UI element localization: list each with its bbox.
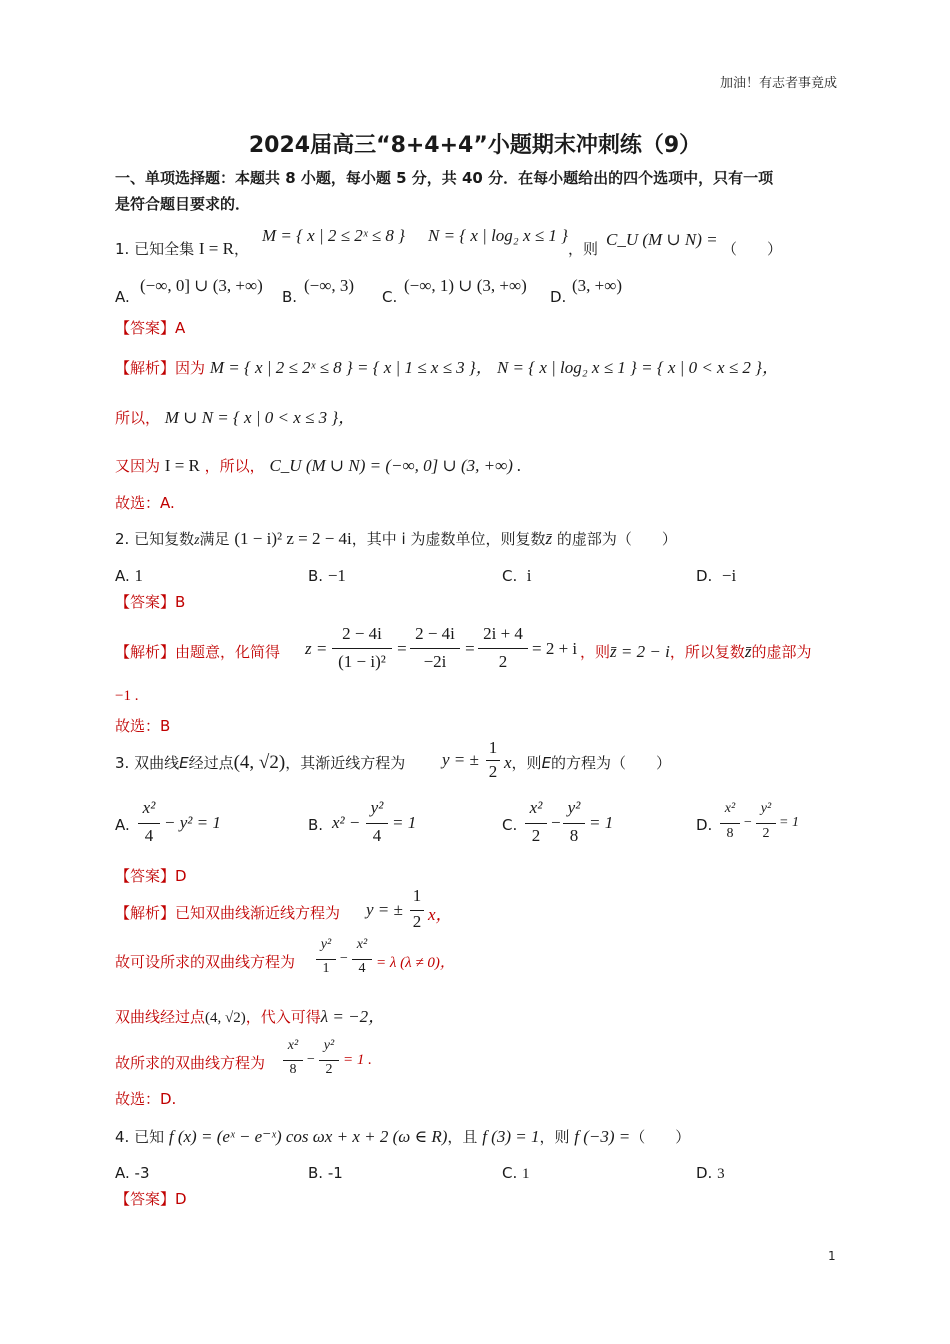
- q2-frac3-den: 2: [498, 652, 508, 671]
- q2-solution-after: = 2 + i: [532, 639, 578, 658]
- q2-option-c-value: i: [526, 566, 532, 585]
- q3-answer: 【答案】D: [115, 867, 187, 885]
- q2-stem-rest: ，其中 i 为虚数单位，则复数: [351, 530, 546, 548]
- q4-stem-mid: ，且: [447, 1128, 478, 1146]
- q3-solution-label: 【解析】: [115, 904, 176, 922]
- q1-stem: 1. 已知全集 I = R，: [115, 239, 249, 258]
- q3-option-b-pre: x² −: [332, 813, 361, 832]
- q3-half-den: 2: [488, 762, 498, 781]
- q3-option-a-rest: − y² = 1: [164, 813, 221, 832]
- q1-solution-text: 因为: [175, 359, 206, 377]
- q2-option-d: [696, 566, 736, 586]
- q3-stem-left: [115, 752, 405, 774]
- q4-option-a: [115, 1164, 150, 1182]
- q3-half-num: 1: [488, 738, 498, 757]
- q3-sol2-bar1: [316, 959, 336, 960]
- q3-sol2-num2: x²: [356, 937, 368, 952]
- page-number: 1: [828, 1249, 836, 1263]
- q1-solution-line2-text: 所以，: [115, 409, 161, 427]
- q3-option-d-den2: 2: [762, 826, 770, 841]
- q1-choose: 故选：A.: [115, 494, 175, 512]
- q1-solution-line3-mid: ，所以，: [204, 457, 265, 475]
- q1-solution-line3-text: 又因为: [115, 457, 161, 475]
- q3-solution-line3-text: 双曲线经过点: [115, 1008, 206, 1026]
- q2-frac2-bar: [410, 648, 460, 649]
- q2-option-a: [115, 566, 143, 586]
- q3-option-a-den: 4: [144, 826, 154, 845]
- q3-half-bar: [486, 760, 500, 761]
- q4-stem: [115, 1126, 690, 1147]
- q1-option-b-label: B.: [282, 288, 298, 306]
- q3-solution-half-bar: [410, 910, 424, 911]
- q3-sol4-bar1: [283, 1060, 303, 1061]
- q3-sol4-num1: x²: [287, 1038, 299, 1053]
- q2-frac2-den: −2i: [423, 652, 447, 671]
- q3-option-a-num: x²: [142, 798, 156, 817]
- q3-sol2-rest: = λ (λ ≠ 0)，: [376, 955, 455, 971]
- q3-sol2-den2: 4: [358, 961, 366, 976]
- q1-solution-line1: [115, 353, 779, 378]
- q3-option-d-label: D.: [696, 816, 713, 834]
- q2-option-c-label: C.: [502, 567, 518, 585]
- q2-solution-label-text: [115, 641, 280, 662]
- q1-stem-then: ，则: [568, 240, 599, 258]
- q3-sol4-den1: 8: [289, 1062, 297, 1077]
- q3-sol2-den1: 1: [322, 961, 330, 976]
- q2-stem: [115, 528, 677, 549]
- section-heading-line2: 是符合题目要求的．: [115, 195, 251, 213]
- q3-sol2-bar2: [352, 959, 372, 960]
- q2-frac3-bar: [478, 648, 528, 649]
- q4-stem-f3: f (3) = 1: [482, 1127, 540, 1146]
- q2-solution-zbar: z̄ = 2 − i: [610, 642, 670, 661]
- q4-option-d: [696, 1164, 725, 1183]
- q2-solution-label: 【解析】: [115, 643, 176, 661]
- q4-stem-fm3: f (−3) =: [574, 1127, 631, 1146]
- q3-stem-mid: 经过点: [188, 754, 234, 772]
- q2-answer: 【答案】B: [115, 593, 186, 611]
- q1-stem-N: N = { x | log₂ x ≤ 1 }: [428, 226, 568, 245]
- q1-option-d-label: D.: [550, 288, 567, 306]
- q3-stem-E: E: [179, 754, 189, 772]
- q3-solution-y: y = ±: [366, 900, 403, 919]
- q3-stem-right: [504, 752, 671, 773]
- q4-option-b-value: -1: [327, 1164, 343, 1182]
- q3-sol2-num1: y²: [320, 937, 332, 952]
- q3-option-b-num: y²: [370, 798, 384, 817]
- q3-solution-line3-point: (4, √2): [205, 1010, 246, 1026]
- q2-solution-line2: −1 .: [115, 688, 139, 704]
- q3-option-d-rest: = 1: [779, 815, 799, 830]
- q3-choose: 故选：D.: [115, 1090, 177, 1108]
- q4-answer: 【答案】D: [115, 1190, 187, 1208]
- q1-stem-M: M = { x | 2 ≤ 2ˣ ≤ 8 }: [262, 226, 405, 245]
- q3-option-d-bar1: [720, 823, 740, 824]
- q4-option-b: [308, 1164, 343, 1182]
- q3-stem-x: x: [504, 753, 512, 772]
- q3-solution-text: 已知双曲线渐近线方程为: [175, 904, 341, 922]
- q3-sol4-den2: 2: [325, 1062, 333, 1077]
- q3-sol4-num2: y²: [323, 1038, 335, 1053]
- q2-option-b-value: −1: [327, 566, 346, 585]
- q3-option-d-num1: x²: [724, 801, 736, 816]
- q1-option-a-label: A.: [115, 288, 130, 306]
- page-title: 2024届高三“8+4+4”小题期末冲刺练（9）: [248, 133, 702, 158]
- q3-option-c-label: C.: [502, 816, 518, 834]
- q3-option-b-rest: = 1: [392, 813, 417, 832]
- q3-option-a-label: A.: [115, 816, 130, 834]
- q4-option-d-value: 3: [717, 1166, 725, 1182]
- q3-option-d-bar2: [756, 823, 776, 824]
- q3-stem-end2: 的方程为（ ）: [551, 754, 672, 772]
- q1-option-a: (−∞, 0] ∪ (3, +∞): [140, 276, 263, 295]
- q1-stem-I: I = R: [198, 239, 234, 258]
- q4-option-b-label: B.: [308, 1164, 324, 1182]
- q1-option-c: (−∞, 1) ∪ (3, +∞): [404, 276, 527, 295]
- q3-solution-x: x，: [428, 905, 453, 924]
- q2-stem-eq: (1 − i)² z = 2 − 4i: [234, 529, 352, 548]
- q2-option-c: [502, 566, 532, 586]
- q3-sol4-rest: = 1 .: [343, 1052, 372, 1068]
- q3-stem-end: ，则: [511, 754, 542, 772]
- q2-frac2-num: 2 − 4i: [415, 624, 455, 643]
- q4-option-a-label: A.: [115, 1164, 130, 1182]
- q1-solution-label: 【解析】: [115, 359, 176, 377]
- q3-option-d-num2: y²: [760, 801, 772, 816]
- q2-solution-z: z =: [305, 639, 328, 658]
- q1-option-b: (−∞, 3): [304, 276, 355, 295]
- q2-solution-end2: 的虚部为: [751, 643, 812, 661]
- q4-stem-f: f (x) = (eˣ − e⁻ˣ) cos ωx + x + 2 (ω ∈ R): [168, 1127, 448, 1146]
- q4-option-c-label: C.: [502, 1164, 518, 1182]
- q4-stem-then: ，则: [539, 1128, 570, 1146]
- q1-solution-line2-math: M ∪ N = { x | 0 < x ≤ 3 }，: [164, 408, 356, 427]
- q2-solution-then-text: ，则: [580, 643, 611, 661]
- q1-paren: （ ）: [722, 240, 783, 258]
- q4-option-c-value: 1: [522, 1166, 530, 1182]
- q3-solution-line1: [115, 902, 340, 923]
- q2-stem-prefix: 2. 已知复数: [115, 530, 195, 548]
- q3-option-b-label: B.: [308, 816, 324, 834]
- q3-solution-line3-eq: λ = −2，: [320, 1007, 386, 1026]
- q2-option-a-value: 1: [134, 566, 144, 585]
- q2-solution-end: ，所以复数: [669, 643, 745, 661]
- q3-option-c-bar2: [563, 823, 585, 824]
- q1-option-c-label: C.: [382, 288, 398, 306]
- q3-option-c-den2: 8: [569, 826, 579, 845]
- q3-option-c-bar1: [525, 823, 547, 824]
- q3-option-b-den: 4: [372, 826, 382, 845]
- q3-option-a-bar: [138, 823, 160, 824]
- q3-stem-y: y = ±: [442, 750, 479, 769]
- q2-solution-zbar2: z̄: [744, 642, 752, 661]
- q2-choose: 故选：B: [115, 717, 171, 735]
- q2-option-d-value: −i: [721, 566, 737, 585]
- q2-stem-zbar: z̄: [545, 529, 553, 548]
- q4-paren: （ ）: [630, 1128, 691, 1146]
- q1-answer: 【答案】A: [115, 319, 186, 337]
- q3-option-d-den1: 8: [726, 826, 734, 841]
- q3-option-b-bar: [366, 823, 388, 824]
- q3-solution-line3-mid: ，代入可得: [245, 1008, 321, 1026]
- q2-frac1-den: (1 − i)²: [338, 652, 386, 671]
- q3-option-c-num2: y²: [567, 798, 581, 817]
- q3-solution-line3: [115, 1002, 385, 1027]
- q4-stem-prefix: 4. 已知: [115, 1128, 165, 1146]
- q3-solution-half-num: 1: [412, 886, 422, 905]
- q1-option-d: (3, +∞): [572, 276, 623, 295]
- q2-solution-then: [580, 641, 811, 662]
- q2-stem-z: z: [194, 533, 200, 548]
- q2-option-a-label: A.: [115, 567, 130, 585]
- q2-option-d-label: D.: [696, 567, 713, 585]
- header-motto: 加油！有志者事竟成: [719, 76, 837, 91]
- q4-option-a-value: -3: [134, 1164, 150, 1182]
- q4-option-d-label: D.: [696, 1164, 713, 1182]
- q3-stem-point: (4, √2): [233, 752, 286, 773]
- q2-solution-text: 由题意，化简得: [175, 643, 281, 661]
- q2-frac1-bar: [332, 648, 392, 649]
- q3-option-c-num1: x²: [529, 798, 543, 817]
- q1-stem-prefix: 1. 已知全集: [115, 240, 195, 258]
- q3-sol4-bar2: [319, 1060, 339, 1061]
- q3-stem-asym: ，其渐近线方程为: [285, 754, 406, 772]
- q1-solution-line2: [115, 403, 355, 428]
- q1-solution-math: M = { x | 2 ≤ 2ˣ ≤ 8 } = { x | 1 ≤ x ≤ 3 }， N = { x | log₂ x ≤ 1 } = { x | 0 < x ≤ 2 }，: [209, 358, 779, 377]
- q2-frac1-num: 2 − 4i: [342, 624, 382, 643]
- q3-stem-E2: E: [541, 754, 552, 772]
- q4-option-c: [502, 1164, 530, 1183]
- q1-solution-line3-I: I = R: [164, 456, 200, 475]
- q2-option-b: [308, 566, 346, 586]
- q3-solution-line4-text: 故所求的双曲线方程为: [115, 1054, 266, 1072]
- q1-stem-C: C_U (M ∪ N) =: [606, 230, 718, 249]
- section-heading-line1: 一、单项选择题：本题共 8 小题，每小题 5 分，共 40 分．在每小题给出的四个选项中，只有一项: [115, 169, 774, 187]
- q3-option-c-rest: = 1: [589, 813, 614, 832]
- q2-option-b-label: B.: [308, 567, 324, 585]
- q1-solution-line3: [115, 455, 521, 476]
- q2-stem-mid: 满足: [199, 530, 230, 548]
- q3-solution-half-den: 2: [412, 912, 422, 931]
- q3-solution-line2-text: 故可设所求的双曲线方程为: [115, 953, 296, 971]
- q3-stem-prefix: 3. 双曲线: [115, 754, 180, 772]
- q2-stem-end: 的虚部为（ ）: [556, 530, 677, 548]
- q3-option-c-den1: 2: [531, 826, 541, 845]
- q1-solution-line3-math: C_U (M ∪ N) = (−∞, 0] ∪ (3, +∞) .: [269, 456, 522, 475]
- q2-frac3-num: 2i + 4: [483, 624, 523, 643]
